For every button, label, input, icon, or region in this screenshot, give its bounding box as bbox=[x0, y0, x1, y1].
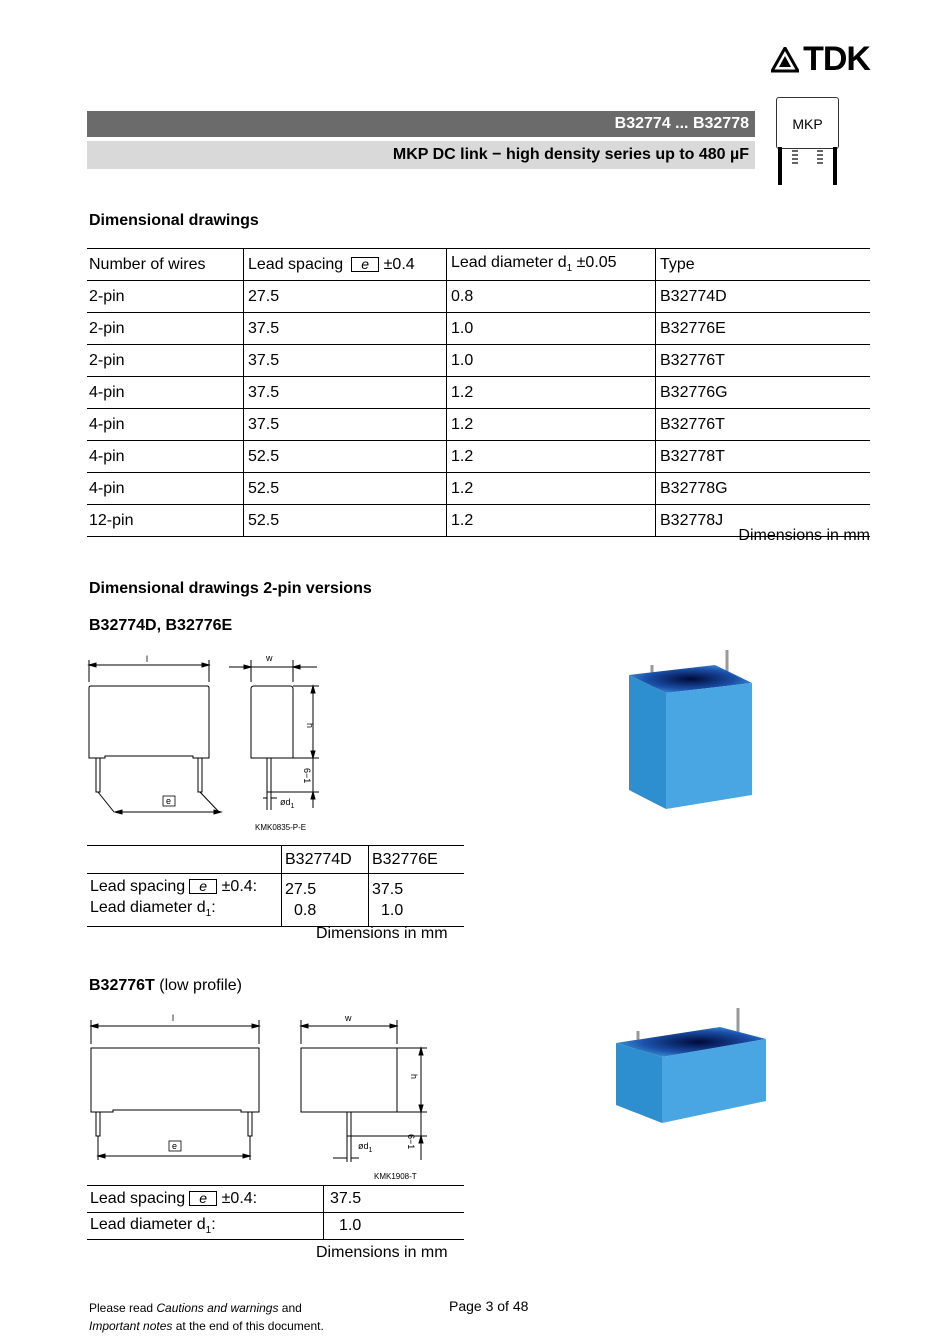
table2-row1 bbox=[87, 1186, 464, 1213]
footer-line-2 bbox=[89, 1317, 324, 1335]
cell-wires: 4-pin bbox=[87, 441, 244, 473]
tdk-logo bbox=[771, 40, 870, 79]
header-lead-spacing-tolerance: ±0.4 bbox=[383, 255, 415, 273]
drawing2-d-sub: 1 bbox=[368, 1147, 373, 1154]
table1-r1v2: 37.5 bbox=[372, 881, 404, 899]
drawing2-e-label: e bbox=[172, 1141, 178, 1151]
table1-row1-label bbox=[90, 876, 278, 897]
table2-row1-suffix: ±0.4: bbox=[221, 1190, 258, 1207]
table1-r1v1: 27.5 bbox=[285, 881, 317, 899]
drawing2-d-label bbox=[358, 1141, 373, 1154]
mkp-badge bbox=[776, 97, 839, 185]
drawing1-h-label: h bbox=[305, 723, 315, 729]
table2-row2-colon: : bbox=[211, 1215, 216, 1233]
drawing2-h-label: h bbox=[409, 1074, 419, 1080]
cell-lead-diameter: 1.2 bbox=[447, 505, 656, 537]
table1-r2v2: 1.0 bbox=[381, 902, 404, 920]
cell-lead-spacing: 37.5 bbox=[244, 313, 447, 345]
table1-row2-label bbox=[90, 897, 278, 924]
footer-line-1 bbox=[89, 1299, 324, 1317]
drawing1-l-label: l bbox=[146, 654, 148, 664]
header-lead-diameter-tolerance: ±0.05 bbox=[572, 254, 617, 272]
drawing2-d-text: ød bbox=[358, 1141, 369, 1151]
cell-type: B32776E bbox=[656, 313, 871, 345]
table1-values-col1 bbox=[282, 874, 369, 927]
cell-type: B32774D bbox=[656, 281, 871, 313]
mkp-badge-leads-icon bbox=[776, 147, 839, 185]
cell-lead-spacing: 37.5 bbox=[244, 377, 447, 409]
table-row bbox=[87, 313, 870, 345]
cell-wires: 2-pin bbox=[87, 313, 244, 345]
cell-lead-diameter: 1.2 bbox=[447, 473, 656, 505]
header-lead-diameter-label: Lead diameter d bbox=[451, 254, 567, 272]
cell-lead-diameter: 1.2 bbox=[447, 409, 656, 441]
cell-type: B32776T bbox=[656, 345, 871, 377]
table1-row1-label-text: Lead spacing bbox=[90, 878, 186, 895]
header-lead-spacing bbox=[244, 249, 447, 281]
drawing1-d-text: ød bbox=[280, 797, 291, 807]
capacitor-photo-2 bbox=[610, 1005, 780, 1130]
drawing1-six-label: 6−1 bbox=[302, 768, 312, 784]
drawing2-l-label: l bbox=[172, 1013, 174, 1023]
cell-lead-diameter: 1.2 bbox=[447, 441, 656, 473]
table2-row2-value: 1.0 bbox=[324, 1213, 465, 1240]
units-note-2: Dimensions in mm bbox=[316, 925, 448, 942]
cell-lead-diameter: 1.2 bbox=[447, 377, 656, 409]
footer-mid: and bbox=[278, 1301, 302, 1315]
subsection2-title-bold: B32776T bbox=[89, 977, 155, 994]
dimensions-table bbox=[87, 248, 870, 537]
cell-lead-diameter: 0.8 bbox=[447, 281, 656, 313]
table-row bbox=[87, 409, 870, 441]
part-range: B32774 ... B32778 bbox=[614, 115, 749, 132]
header-wires: Number of wires bbox=[87, 249, 244, 281]
table2-row2 bbox=[87, 1213, 464, 1240]
footer-link-cautions[interactable]: Cautions and warnings bbox=[156, 1301, 279, 1315]
section-title-dimensional-drawings: Dimensional drawings bbox=[89, 212, 259, 229]
cell-lead-spacing: 27.5 bbox=[244, 281, 447, 313]
cell-type: B32776G bbox=[656, 377, 871, 409]
table1-row1-suffix: ±0.4: bbox=[221, 878, 258, 895]
capacitor-photo-1 bbox=[620, 645, 760, 815]
table1-row2-sub: 1 bbox=[205, 908, 212, 920]
subtitle-bar bbox=[87, 141, 755, 169]
subsection-title-b32776t bbox=[89, 977, 242, 995]
subtitle: MKP DC link − high density series up to 480 µF bbox=[392, 146, 749, 163]
table1-row2-colon: : bbox=[211, 899, 216, 916]
page-number: Page 3 of 48 bbox=[449, 1298, 529, 1314]
brand-name: TDK bbox=[803, 40, 870, 78]
footer-prefix: Please read bbox=[89, 1301, 157, 1315]
header-lead-diameter-sub: 1 bbox=[566, 263, 573, 275]
table-row bbox=[87, 345, 870, 377]
cell-lead-spacing: 37.5 bbox=[244, 409, 447, 441]
cell-type: B32778T bbox=[656, 441, 871, 473]
table1-e-symbol: e bbox=[189, 879, 217, 894]
drawing2-six-label: 6−1 bbox=[406, 1134, 416, 1150]
drawing1-code: KMK0835-P-E bbox=[255, 823, 307, 832]
cell-lead-spacing: 52.5 bbox=[244, 473, 447, 505]
footer-note bbox=[89, 1299, 324, 1335]
drawing1-e-label: e bbox=[166, 796, 172, 806]
cell-lead-diameter: 1.0 bbox=[447, 313, 656, 345]
table2-row1-label-text: Lead spacing bbox=[90, 1190, 186, 1207]
table-header-row bbox=[87, 249, 870, 281]
cell-type: B32778G bbox=[656, 473, 871, 505]
drawing1-w-label: w bbox=[266, 653, 273, 663]
cell-lead-spacing: 52.5 bbox=[244, 505, 447, 537]
table1-labels bbox=[87, 874, 282, 927]
cell-wires: 4-pin bbox=[87, 409, 244, 441]
table2-row2-label bbox=[87, 1213, 324, 1240]
table1-r2v1: 0.8 bbox=[294, 902, 317, 920]
table2-row1-label bbox=[87, 1186, 324, 1213]
cell-wires: 4-pin bbox=[87, 377, 244, 409]
cell-type: B32776T bbox=[656, 409, 871, 441]
header-lead-diameter bbox=[447, 249, 656, 281]
footer-link-important-notes[interactable]: Important notes bbox=[89, 1319, 173, 1333]
cell-lead-spacing: 37.5 bbox=[244, 345, 447, 377]
cell-wires: 2-pin bbox=[87, 281, 244, 313]
drawing1-d-label bbox=[280, 797, 295, 810]
subsection2-title-rest: (low profile) bbox=[154, 977, 242, 994]
table2-row2-label-text: Lead diameter d bbox=[90, 1215, 206, 1233]
header-lead-spacing-label: Lead spacing bbox=[248, 255, 344, 273]
cell-type: B32778J bbox=[656, 505, 871, 537]
cell-wires: 2-pin bbox=[87, 345, 244, 377]
table-b32774d-b32776e bbox=[87, 845, 464, 927]
table1-values-col2 bbox=[369, 874, 465, 927]
subsection-title-b32774d-b32776e: B32774D, B32776E bbox=[89, 617, 233, 634]
drawing2-w-label: w bbox=[345, 1013, 352, 1023]
table1-header-row bbox=[87, 846, 464, 874]
table1-col2: B32776E bbox=[369, 846, 465, 874]
tdk-logo-icon bbox=[771, 47, 799, 73]
mkp-badge-label: MKP bbox=[776, 97, 839, 149]
table2-row1-value: 37.5 bbox=[324, 1186, 465, 1213]
table1-body-row bbox=[87, 874, 464, 927]
table-b32776t bbox=[87, 1185, 464, 1240]
table1-header-empty bbox=[87, 846, 282, 874]
table-row bbox=[87, 377, 870, 409]
table2-e-symbol: e bbox=[189, 1191, 217, 1206]
table2-row2-sub: 1 bbox=[205, 1225, 212, 1237]
units-note-1: Dimensions in mm bbox=[738, 527, 870, 544]
table1-col1: B32774D bbox=[282, 846, 369, 874]
cell-lead-diameter: 1.0 bbox=[447, 345, 656, 377]
dimension-drawing-1 bbox=[87, 650, 337, 835]
table-row bbox=[87, 281, 870, 313]
dimension-drawing-2 bbox=[87, 1008, 437, 1185]
part-range-bar bbox=[87, 111, 755, 137]
section-title-2pin: Dimensional drawings 2-pin versions bbox=[89, 580, 372, 597]
table1-row2-label-text: Lead diameter d bbox=[90, 899, 206, 916]
cell-wires: 12-pin bbox=[87, 505, 244, 537]
e-symbol: e bbox=[351, 257, 379, 272]
header-type: Type bbox=[656, 249, 871, 281]
cell-wires: 4-pin bbox=[87, 473, 244, 505]
cell-lead-spacing: 52.5 bbox=[244, 441, 447, 473]
table-row bbox=[87, 441, 870, 473]
drawing2-code: KMK1908-T bbox=[374, 1172, 417, 1181]
table-row bbox=[87, 473, 870, 505]
drawing1-d-sub: 1 bbox=[290, 803, 295, 810]
units-note-3: Dimensions in mm bbox=[316, 1244, 448, 1261]
footer-suffix: at the end of this document. bbox=[172, 1319, 324, 1333]
